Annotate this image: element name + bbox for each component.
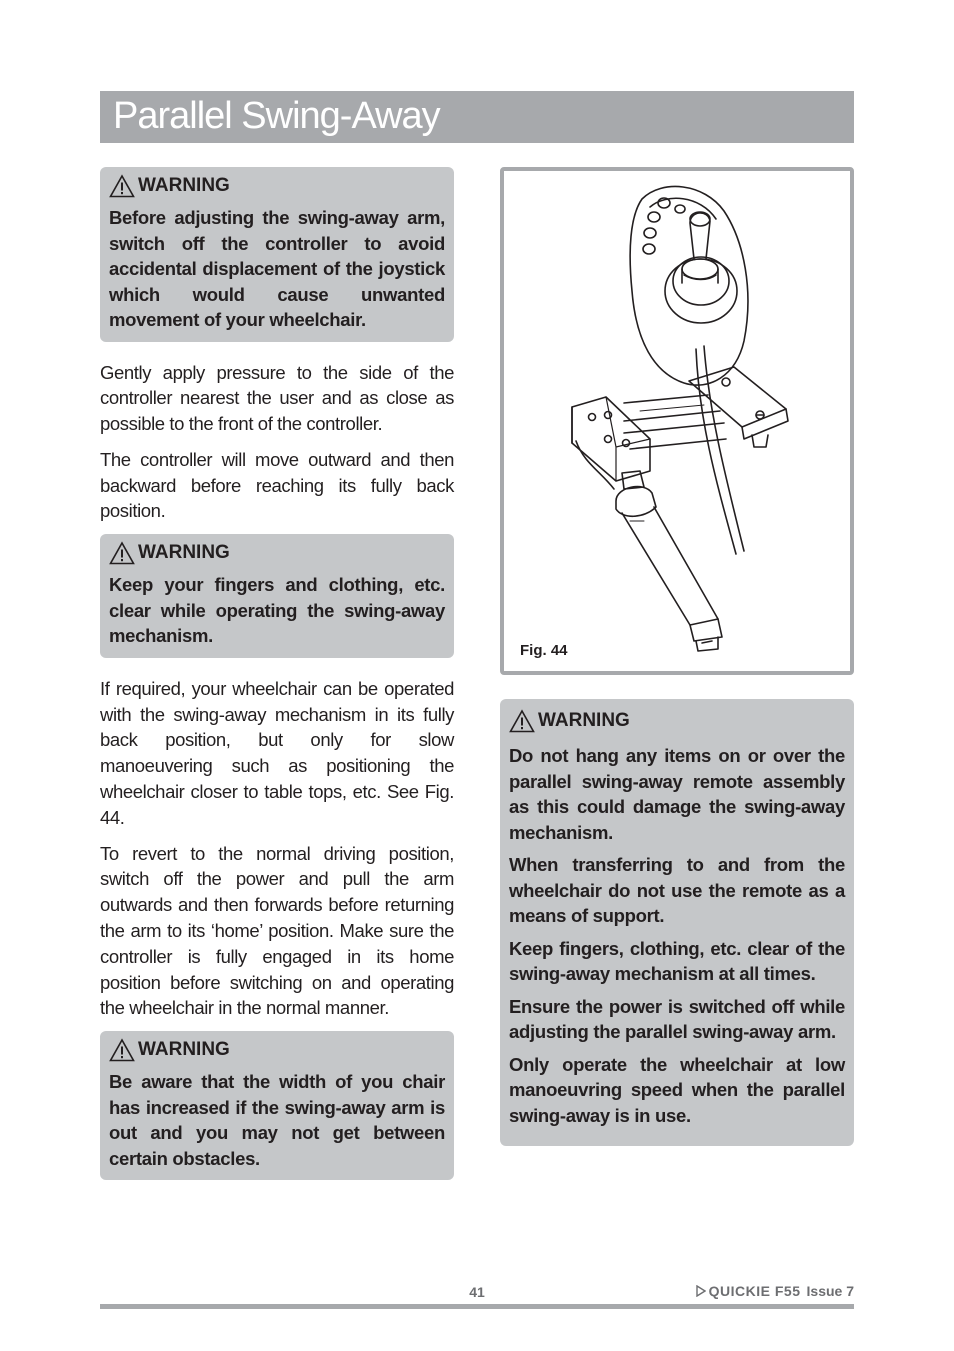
swing-away-controller-illustration — [504, 171, 850, 671]
right-column — [500, 167, 854, 1164]
warning-triangle-icon — [509, 709, 535, 733]
warning-heading: WARNING — [138, 1039, 230, 1061]
warning-text: Before adjusting the swing-away arm, switch off the controller to avoid accidental displacement of the joystick which would cause unwanted movement of your wheelchair. — [109, 207, 445, 330]
title-bar — [100, 91, 854, 143]
page-title: Parallel Swing-Away — [113, 95, 440, 137]
paragraph: To revert to the normal driving position, switch off the power and pull the arm outwards and then forwards before returning the arm to its ‘home’ position. Make sure the controller is fully engaged in its home position before switching on and operating the wheelchair in the normal manner. — [100, 842, 454, 1019]
warning-box-3 — [100, 1031, 454, 1180]
warning-heading: WARNING — [138, 542, 230, 564]
warning-heading: WARNING — [538, 710, 630, 731]
warning-item: Do not hang any items on or over the parallel swing-away remote assembly as this could damage the swing-away mechanism. — [509, 745, 845, 843]
warning-triangle-icon — [109, 541, 135, 565]
footer-rule — [100, 1304, 854, 1309]
figure-44 — [500, 167, 854, 675]
warning-text: Keep your fingers and clothing, etc. clear while operating the swing-away mechanism. — [109, 574, 445, 647]
paragraph: If required, your wheelchair can be operated with the swing-away mechanism in its fully back position, but only for slow manoeuvering such as positioning the wheelchair closer to table tops, etc. See Fig. 44. — [100, 677, 454, 828]
left-column — [100, 167, 454, 1198]
warning-box-2 — [100, 534, 454, 658]
warning-item: Only operate the wheelchair at low manoeuvring speed when the parallel swing-away is in use. — [509, 1053, 845, 1126]
issue-label: Issue 7 — [806, 1283, 854, 1299]
warning-box-1 — [100, 167, 454, 342]
page-number: 41 — [469, 1284, 485, 1300]
footer-brand — [696, 1283, 854, 1299]
paragraph: The controller will move outward and then backward before reaching its fully back position. — [100, 448, 454, 522]
warning-item: When transferring to and from the wheelchair do not use the remote as a means of support. — [509, 854, 845, 926]
warning-text: Be aware that the width of you chair has increased if the swing-away arm is out and you may not get between certain obstacles. — [109, 1071, 445, 1169]
warning-item: Ensure the power is switched off while adjusting the parallel swing-away arm. — [509, 995, 845, 1042]
brand-logo: QUICKIE F55 — [708, 1283, 801, 1299]
figure-caption: Fig. 44 — [520, 642, 568, 659]
paragraph: Gently apply pressure to the side of the controller nearest the user and as close as possible to the front of the controller. — [100, 361, 454, 435]
play-arrow-icon — [696, 1285, 706, 1297]
warning-heading: WARNING — [138, 175, 230, 196]
warning-triangle-icon — [109, 1038, 135, 1062]
warning-item: Keep fingers, clothing, etc. clear of the swing-away mechanism at all times. — [509, 937, 845, 984]
warning-box-4 — [500, 699, 854, 1146]
warning-triangle-icon — [109, 174, 135, 198]
